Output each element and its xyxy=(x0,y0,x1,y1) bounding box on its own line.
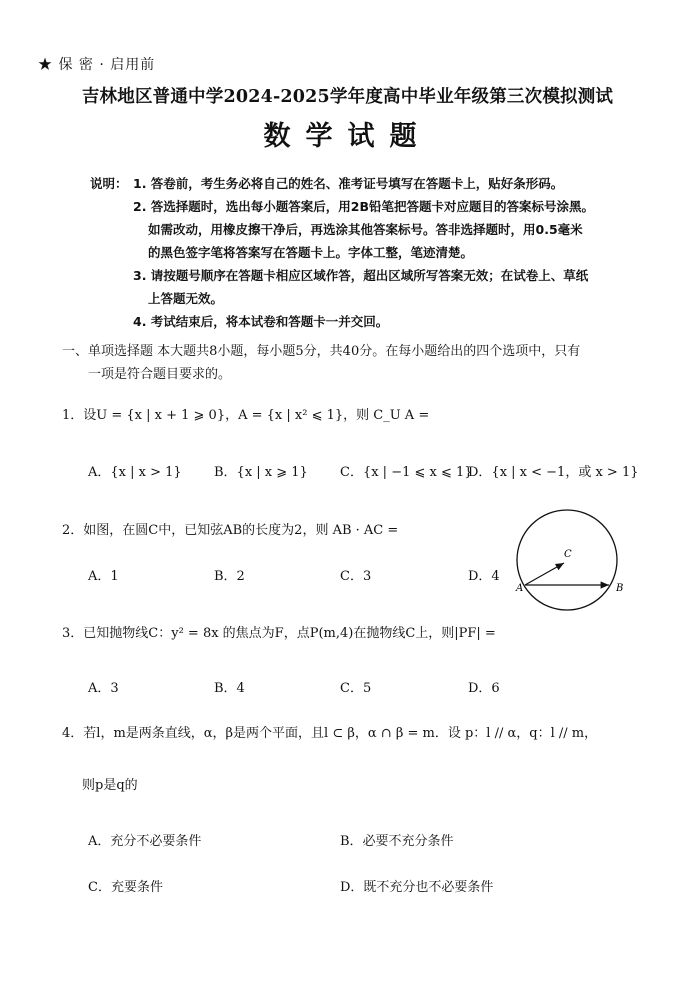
instruction-item-2-cont2: 的黑色签字笔将答案写在答题卡上。字体工整，笔迹清楚。 xyxy=(148,245,474,260)
q4-option-a: A．充分不必要条件 xyxy=(88,834,202,849)
section-heading: 一、单项选择题 本大题共8小题，每小题5分，共40分。在每小题给出的四个选项中，只有 xyxy=(62,344,581,359)
question-number: 1． xyxy=(62,408,84,423)
q4-option-d: D．既不充分也不必要条件 xyxy=(340,880,494,895)
instruction-item-1: 1. 答卷前，考生务必将自己的姓名、准考证号填写在答题卡上，贴好条形码。 xyxy=(133,176,564,191)
question-number: 2． xyxy=(62,523,84,538)
question-4 xyxy=(62,722,597,741)
q1-option-b: B．{x | x ⩾ 1} xyxy=(214,465,308,480)
question-3 xyxy=(62,622,496,641)
question-4-cont: 则p是q的 xyxy=(82,778,138,793)
subject-title: 数学试题 xyxy=(263,121,432,152)
q1-option-a: A．{x | x > 1} xyxy=(88,465,182,480)
point-c-label: C xyxy=(564,549,572,560)
question-number: 4． xyxy=(62,726,84,741)
question-number: 3． xyxy=(62,626,84,641)
q1-option-d: D．{x | x < −1，或 x > 1} xyxy=(468,465,639,480)
question-1 xyxy=(62,404,429,423)
question-text: 若l，m是两条直线，α，β是两个平面，且l ⊂ β，α ∩ β = m．设 p：l // α，q：l // m， xyxy=(83,726,598,741)
question-text: 已知抛物线C：y² = 8x 的焦点为F，点P(m,4)在抛物线C上，则|PF| = xyxy=(83,626,496,641)
q2-option-d: D．4 xyxy=(468,569,500,584)
point-b-label: B xyxy=(616,583,624,594)
q2-option-b: B．2 xyxy=(214,569,245,584)
instruction-item-3-cont: 上答题无效。 xyxy=(148,291,224,306)
q4-option-c: C．充要条件 xyxy=(88,880,163,895)
instruction-item-4: 4. 考试结束后，将本试卷和答题卡一并交回。 xyxy=(133,314,389,329)
q3-option-a: A．3 xyxy=(88,681,119,696)
question-text: 设U = {x | x + 1 ⩾ 0}，A = {x | x² ⩽ 1}，则 C_U A = xyxy=(83,408,430,423)
school-title: 吉林地区普通中学2024-2025学年度高中毕业年级第三次模拟测试 xyxy=(81,87,614,107)
instructions-label: 说明： xyxy=(90,176,128,191)
q2-option-a: A．1 xyxy=(88,569,119,584)
question-text: 如图，在圆C中，已知弦AB的长度为2，则 AB · AC = xyxy=(83,523,399,538)
q3-option-c: C．5 xyxy=(340,681,372,696)
circle-figure xyxy=(508,505,643,615)
circle-c xyxy=(517,510,617,610)
q4-option-b: B．必要不充分条件 xyxy=(340,834,454,849)
instruction-item-2: 2. 答选择题时，选出每小题答案后，用2B铅笔把答题卡对应题目的答案标号涂黑。 xyxy=(133,199,595,214)
question-2 xyxy=(62,519,398,538)
instruction-item-2-cont: 如需改动，用橡皮擦干净后，再选涂其他答案标号。答非选择题时，用0.5毫米 xyxy=(148,222,583,237)
point-a-label: A xyxy=(516,583,524,594)
vector-ac xyxy=(525,563,564,585)
confidential-mark: ★ 保 密 · 启用前 xyxy=(38,57,156,73)
section-heading-cont: 一项是符合题目要求的。 xyxy=(88,367,232,382)
q3-option-d: D．6 xyxy=(468,681,500,696)
q3-option-b: B．4 xyxy=(214,681,245,696)
q1-option-c: C．{x | −1 ⩽ x ⩽ 1} xyxy=(340,465,473,480)
instruction-item-3: 3. 请按题号顺序在答题卡相应区域作答，超出区域所写答案无效；在试卷上、草纸 xyxy=(133,268,589,283)
q2-option-c: C．3 xyxy=(340,569,372,584)
